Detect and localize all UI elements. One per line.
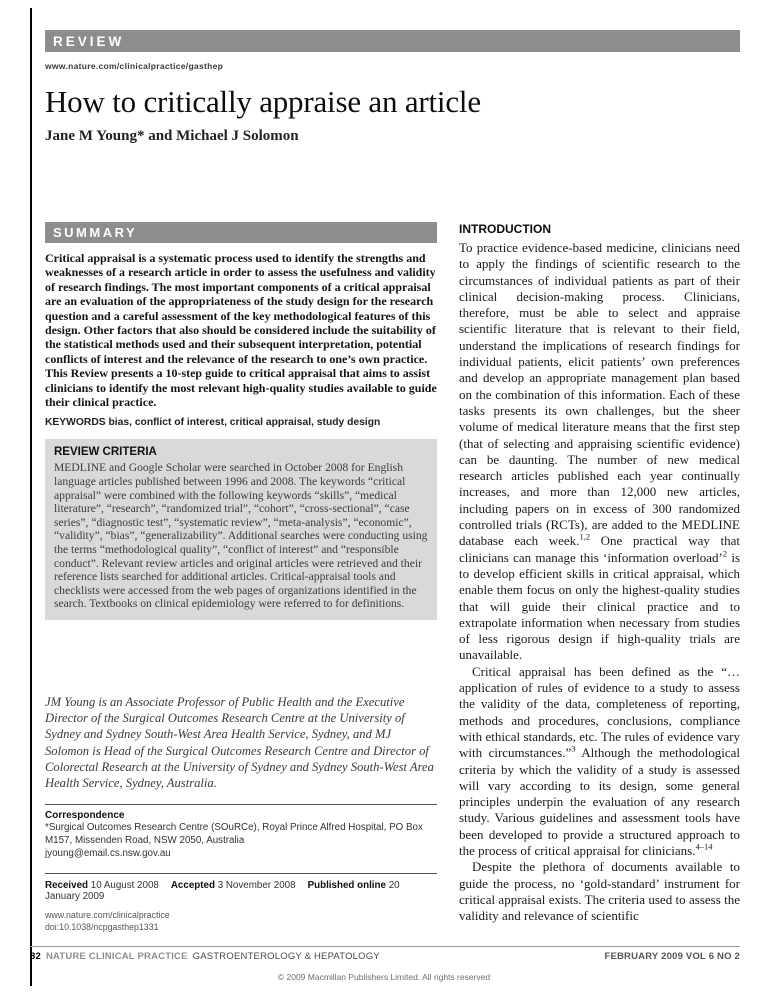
review-kicker-bar [45,30,740,52]
right-column [459,222,740,924]
doi-block [45,910,437,933]
left-margin-rule [30,8,32,986]
introduction-paragraph-1 [459,240,740,664]
article-header [45,30,740,145]
footer-rule [30,946,740,947]
received-date: 10 August 2008 [88,880,159,892]
correspondence-heading: Correspondence [45,810,125,822]
introduction-paragraph-2 [459,664,740,860]
reference-superscript: 4–14 [695,841,713,852]
keywords-label: KEYWORDS [45,417,106,429]
introduction-paragraph-3: Despite the plethora of documents available to guide the process, no ‘gold-standard’ instrument for critical appraisal exists. The criteria used to assess the validity and relevance of scientific [459,859,740,924]
footer-journal-line [30,951,380,962]
accepted-label: Accepted [170,880,215,892]
summary-heading-bar [45,222,437,243]
author-line: Jane M Young* and Michael J Solomon [45,128,299,144]
page-title: How to critically appraise an article [45,84,481,119]
doi-text: doi:10.1038/ncpgasthep1331 [45,921,159,932]
paragraph-text: Although the methodological criteria by which the validity of a study is assessed will vary according to its design, some general principles underpin the evaluation of any research study. Various guidelines and assessment tools have been developed to provide a structured approach to the process of critical appraisal for clinicians. [459,745,741,858]
introduction-heading: INTRODUCTION [459,222,551,236]
journal-name: NATURE CLINICAL PRACTICE [45,951,188,962]
left-column [45,222,437,933]
keywords-list: bias, conflict of interest, critical appraisal, study design [105,417,381,429]
reference-superscript: 2 [722,548,728,559]
clinicalpractice-url: www.nature.com/clinicalpractice [45,910,170,921]
review-criteria-text: MEDLINE and Google Scholar were searched in October 2008 for English language articles published between 1996 and 2008. The keywords “critical appraisal” were combined with the following keywords “skills”, “medical literature”, “research”, “randomized trial”, “cohort”, “cross-sectional”, “case series”, “diagnostic test”, “systematic review”, “meta-analysis”, “economic”, “validity”, “bias”, “generalizability”. Additional searches were conducting using the terms “methodological quality”, “conflict of interest” and “responsible conduct”. Relevant review articles and original articles were retrieved and their reference lists searched for additional articles. Critical-appraisal tools and checklists were accessed from the web pages of organizations identified in the search. Textbooks on clinical epidemiology were referred to for definitions. [54,461,428,611]
paragraph-text: Critical appraisal has been defined as the “…application of rules of evidence to a study to assess the validity of the data, completeness of reporting, methods and procedures, conclusions, compliance with ethical standards, etc. The rules of evidence vary with circumstances.” [459,663,740,761]
journal-url: www.nature.com/clinicalpractice/gasthep [45,61,224,71]
author-bio: JM Young is an Associate Professor of Public Health and the Executive Director of the Surgical Outcomes Research Centre at the University of Sydney and Sydney South-West Area Health Service, Sydney, and MJ Solomon is Head of the Surgical Outcomes Research Centre and Director of Colorectal Research at the University of Sydney and Sydney South-West Area Health Service, Sydney, Australia. [45,695,434,791]
published-label: Published online [307,880,386,892]
review-criteria-box [45,439,437,620]
correspondence-email: jyoung@email.cs.nsw.gov.au [45,848,171,860]
summary-heading: SUMMARY [53,225,138,240]
journal-section: GASTROENTEROLOGY & HEPATOLOGY [192,951,380,962]
paragraph-text: To practice evidence-based medicine, clinicians need to apply the findings of scientific research to the circumstances of individual patients as part of their clinical decision-making process. Clinicians, therefore, must be able to select and appraise scientific literature that is relevant to their field, understand the implications of research findings for individual patients, elicit patients’ own preferences and develop an appropriate management plan based on the combination of this information. Each of these tasks presents its own challenges, but the sheer volume of medical literature means that the first step (that of selecting and appraising scientific evidence) can be daunting. The number of new medical research articles published each year continually increases, and more than 12,000 new articles, including papers on in excess of 300 randomized controlled trials (RCTs), are added to the MEDLINE database each week. [459,240,740,549]
reference-superscript: 3 [571,743,576,754]
issue-info: FEBRUARY 2009 VOL 6 NO 2 [604,951,740,962]
page-number: 82 [30,951,41,962]
received-label: Received [45,880,89,892]
paragraph-text: is to develop efficient skills in critical appraisal, which enable them focus on only the highest-quality studies that will guide their clinical practice and to extrapolate information when necessary from studies of less rigorous design if high-quality trials are unavailable. [459,549,740,663]
correspondence-address: *Surgical Outcomes Research Centre (SOuRCe), Royal Prince Alfred Hospital, PO Box M157, Missenden Road, NSW 2050, Australia [45,822,423,847]
footer [30,951,740,962]
keywords-line [45,417,437,428]
paragraph-text: One practical way that clinicians can manage this ‘information overload’ [459,533,740,565]
kicker-label: REVIEW [53,33,125,49]
summary-text: Critical appraisal is a systematic process used to identify the strengths and weaknesses of a research article in order to assess the usefulness and validity of research findings. The most important components of a critical appraisal are an evaluation of the appropriateness of the study design for the research question and a careful assessment of the key methodological features of this design. Other factors that also should be considered include the suitability of the statistical methods used and their subsequent interpretation, potential conflicts of interest and the relevance of the research to one’s own practice. This Review presents a 10-step guide to critical appraisal that aims to assist clinicians to identify the most relevant high-quality studies available to guide their clinical practice. [45,251,437,410]
divider [45,873,437,874]
published-date: 20 January 2009 [45,880,400,903]
review-criteria-heading: REVIEW CRITERIA [54,446,157,459]
history-line [45,880,437,902]
copyright-line: © 2009 Macmillan Publishers Limited. All rights reserved [277,972,491,982]
divider [45,804,437,805]
accepted-date: 3 November 2008 [214,880,296,892]
reference-superscript: 1,2 [579,532,591,543]
